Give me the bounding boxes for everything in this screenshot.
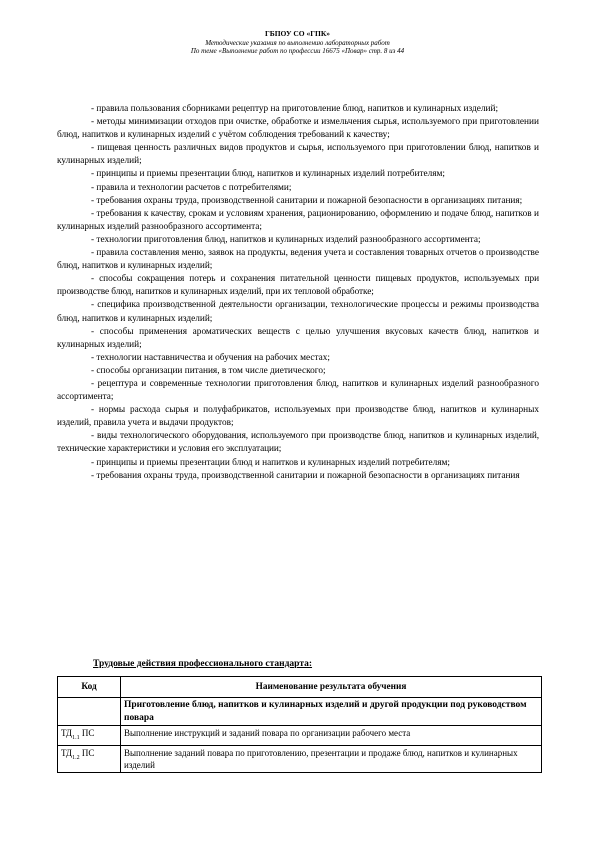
section-subtitle: Трудовые действия профессионального стандарта: <box>93 659 313 669</box>
code-main: ТД <box>61 747 73 758</box>
header-title: ГБПОУ СО «ГПК» <box>264 29 331 38</box>
list-item: - требования к качеству, срокам и условиям хранения, рационированию, оформлению и подаче блюд, напитков и кулинарных изделий разнообразного ассортимента; <box>57 208 539 232</box>
list-item: - принципы и приемы презентации блюд и напитков и кулинарных изделий потребителям; <box>91 457 450 468</box>
list-item: - правила и технологии расчетов с потребителями; <box>91 182 292 193</box>
list-item: - технологии приготовления блюд, напитков и кулинарных изделий разнообразного ассортимента; <box>91 234 481 245</box>
code-subscript: 1.1 <box>72 734 80 741</box>
list-item: - правила составления меню, заявок на продукты, ведения учета и составления товарных отчетов о производстве блюд, напитков и кулинарных изделий; <box>57 248 539 272</box>
table-cell-code <box>58 745 121 772</box>
list-item: - специфика производственной деятельности организации, технологические процессы и режимы производства блюд, напитков и кулинарных изделий; <box>57 300 539 324</box>
table-cell-code <box>58 726 121 746</box>
list-item: - требования охраны труда, производственной санитарии и пожарной безопасности в организациях питания <box>91 470 520 481</box>
list-item: - принципы и приемы презентации блюд, напитков и кулинарных изделий потребителям; <box>91 169 446 180</box>
learning-outcomes-table <box>57 676 542 773</box>
list-item: - способы сокращения потерь и сохранения питательной ценности пищевых продуктов, используемых при производстве блюд, напитков и кулинарных изделий, при их тепловой обработке; <box>57 274 539 298</box>
code-tail: ПС <box>79 747 95 758</box>
list-item: - способы применения ароматических веществ с целью улучшения вкусовых качеств блюд, напитков и кулинарных изделий; <box>57 326 539 350</box>
header-line-2: По теме «Выполнение работ по профессии 16675 «Повар» стр. 8 из 44 <box>190 47 405 55</box>
list-item: - виды технологического оборудования, используемого при производстве блюд, напитков и кулинарных изделий, технические характеристики и условия его эксплуатации; <box>57 431 539 455</box>
list-item: - технологии наставничества и обучения на рабочих местах; <box>91 352 331 363</box>
list-item: - нормы расхода сырья и полуфабрикатов, используемых при производстве блюд, напитков и кулинарных изделий, правила учета и выдачи продуктов; <box>57 405 539 429</box>
list-item: - методы минимизации отходов при очистке, обработке и измельчения сырья, используемого при приготовлении блюд, напитков и кулинарных изделий с учётом соблюдения требований к качеству; <box>57 117 539 141</box>
list-item: - требования охраны труда, производственной санитарии и пожарной безопасности в организациях питания; <box>91 195 523 206</box>
list-item: - правила пользования сборниками рецептур на приготовление блюд, напитков и кулинарных изделий; <box>91 104 499 114</box>
list-item: - пищевая ценность различных видов продуктов и сырья, используемого при приготовлении блюд, напитков и кулинарных изделий; <box>57 143 539 167</box>
table-row <box>58 745 542 772</box>
header-line-1: Методические указания по выполнению лабораторных работ <box>205 38 390 47</box>
table-header-row <box>58 677 542 698</box>
list-item: - рецептура и современные технологии приготовления блюд, напитков и кулинарных изделий разнообразного ассортимента; <box>57 378 539 403</box>
table-cell-empty <box>58 698 121 726</box>
column-header-code: Код <box>58 677 121 698</box>
column-header-name: Наименование результата обучения <box>121 677 542 698</box>
code-tail: ПС <box>79 728 95 738</box>
table-section-title: Приготовление блюд, напитков и кулинарных изделий и другой продукции под руководством повара <box>121 698 542 726</box>
code-main: ТД <box>61 728 73 738</box>
table-section-row <box>58 698 542 726</box>
table-cell-text: Выполнение заданий повара по приготовлению, презентации и продаже блюд, напитков и кулинарных изделий <box>121 745 542 772</box>
requirements-list <box>57 103 539 483</box>
list-item: - способы организации питания, в том числе диетического; <box>91 365 326 376</box>
table-row <box>58 726 542 746</box>
code-subscript: 1.2 <box>72 754 80 761</box>
page-header <box>0 30 595 56</box>
table-cell-text: Выполнение инструкций и заданий повара по организации рабочего места <box>121 726 542 746</box>
